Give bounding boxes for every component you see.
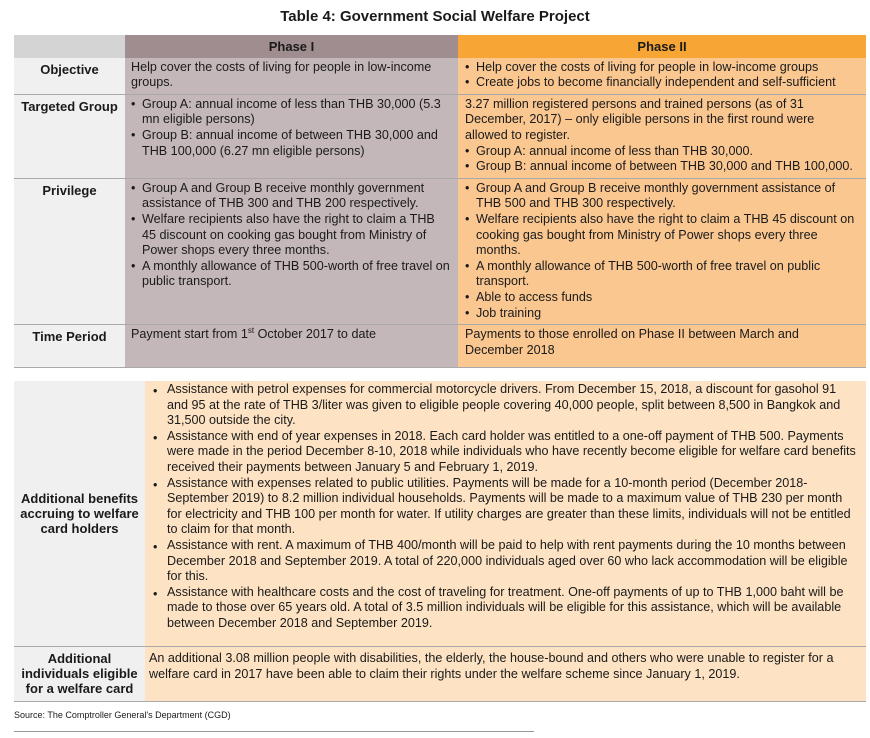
row-label: Targeted Group [14, 94, 125, 178]
bullet-item: • Group B: annual income of between THB 30,000 and THB 100,000. [465, 159, 860, 175]
time-period-phase1: Payment start from 1st October 2017 to date [125, 325, 458, 368]
bullet-item: • Group A and Group B receive monthly government assistance of THB 300 and THB 200 respectively. [131, 181, 450, 212]
phase2-cell [458, 94, 866, 178]
benefit-item: • Assistance with petrol expenses for commercial motorcycle drivers. From December 15, 2018, a discount for gasohol 91 and 95 at the rate of THB 3/liter was given to eligible people covering 40,000 people, split between 8,500 in Bangkok and 31,500 outside the city. [149, 382, 858, 429]
phase-table [14, 35, 866, 368]
time-period-phase2: Payments to those enrolled on Phase II between March and December 2018 [458, 325, 866, 368]
additional-benefits-content [145, 381, 866, 647]
phase1-header: Phase I [125, 35, 458, 58]
phase-row-targeted-group [14, 94, 866, 178]
cell-intro-text: 3.27 million registered persons and trained persons (as of 31 December, 2017) – only eligible persons in the first round were allowed to register. [465, 96, 815, 142]
bullet-item: • Welfare recipients also have the right to claim a THB 45 discount on cooking gas bought from Ministry of Power shops every three months. [465, 212, 860, 259]
row-label: Privilege [14, 178, 125, 324]
bullet-item: • Able to access funds [465, 290, 860, 306]
phase1-cell [125, 58, 458, 95]
additional-benefits-row [14, 381, 866, 647]
header-blank-cell [14, 35, 125, 58]
bullet-item: • Group A and Group B receive monthly government assistance of THB 500 and THB 300 respectively. [465, 181, 860, 212]
additional-table [14, 381, 866, 702]
header-row [14, 35, 866, 58]
cell-text: Help cover the costs of living for people in low-income groups. [131, 59, 432, 90]
benefit-item: • Assistance with rent. A maximum of THB 400/month will be paid to help with rent payments during the 10 months between December 2018 and September 2019. A total of 220,000 individuals aged over 60 who lack accommodation will be eligible for this. [149, 538, 858, 585]
bullet-item: • A monthly allowance of THB 500-worth of free travel on public transport. [465, 259, 860, 290]
phase1-cell [125, 94, 458, 178]
bullet-item: • A monthly allowance of THB 500-worth of free travel on public transport. [131, 259, 450, 290]
bullet-item: • Group A: annual income of less than THB 30,000 (5.3 mn eligible persons) [131, 97, 450, 128]
phase-row-privilege [14, 178, 866, 324]
row-label: Time Period [14, 325, 125, 368]
source-note: Source: The Comptroller General's Department (CGD) [14, 710, 231, 720]
benefit-item: • Assistance with expenses related to public utilities. Payments will be made for a 10-month period (December 2018-September 2019) to 8.2 million individual households. Payments will be made to a maximum value of THB 230 per month for electricity and THB 100 per month for water. If utility charges are greater than these limits, individuals will not be entitled to claim for that month. [149, 476, 858, 538]
bullet-item: • Job training [465, 306, 860, 322]
benefit-item: • Assistance with end of year expenses in 2018. Each card holder was entitled to a one-off payment of THB 500. Payments were made in the period December 8-10, 2018 while individuals who have recently become eligible for welfare card benefits received their payments between January 5 and February 1, 2019. [149, 429, 858, 476]
additional-individuals-row [14, 647, 866, 702]
phase-row-objective [14, 58, 866, 95]
row-label: Objective [14, 58, 125, 95]
additional-individuals-text: An additional 3.08 million people with disabilities, the elderly, the house-bound and others who were unable to register for a welfare card in 2017 have been able to claim their rights under the welfare scheme since January 1, 2019. [145, 647, 866, 702]
footer-rule [14, 731, 534, 732]
table-title: Table 4: Government Social Welfare Project [280, 8, 590, 25]
bullet-item: • Create jobs to become financially independent and self-sufficient [465, 75, 860, 91]
bullet-item: • Group B: annual income of between THB 30,000 and THB 100,000 (6.27 mn eligible persons) [131, 128, 450, 159]
additional-individuals-label: Additional individuals eligible for a welfare card [14, 647, 145, 702]
time-period-row [14, 325, 866, 368]
benefit-item: • Assistance with healthcare costs and the cost of traveling for treatment. One-off payments of up to THB 1,000 baht will be made to those over 65 years old. A total of 3.5 million individuals will be eligible for this assistance, which will be available between December 2018 and September 2019. [149, 585, 858, 632]
bullet-item: • Welfare recipients also have the right to claim a THB 45 discount on cooking gas bought from Ministry of Power shops every three months. [131, 212, 450, 259]
bullet-item: • Group A: annual income of less than THB 30,000. [465, 144, 860, 160]
phase1-cell [125, 178, 458, 324]
bullet-item: • Help cover the costs of living for people in low-income groups [465, 60, 860, 76]
phase2-header: Phase II [458, 35, 866, 58]
additional-benefits-label: Additional benefits accruing to welfare card holders [14, 381, 145, 647]
phase2-cell [458, 58, 866, 95]
phase2-cell [458, 178, 866, 324]
